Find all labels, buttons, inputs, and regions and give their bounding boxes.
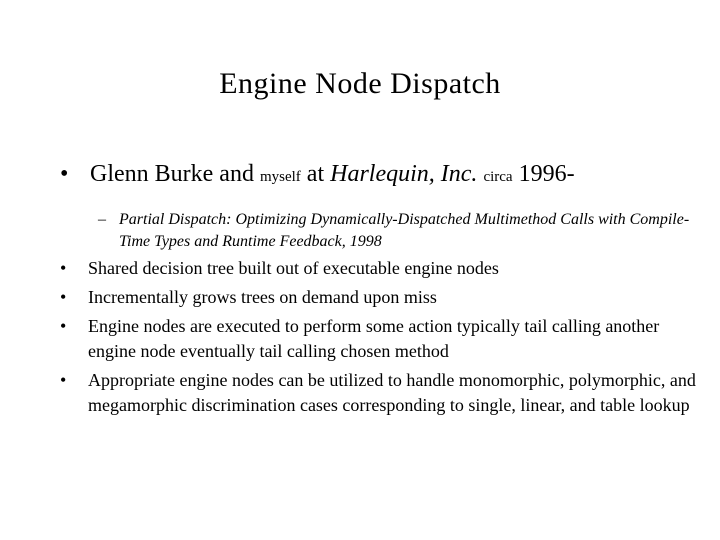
lead-text-small-part: circa [483, 169, 513, 185]
sub-bullet-text: Partial Dispatch: Optimizing Dynamically-Dispatched Multimethod Calls with Compile-Time Types and Runtime Feedback, 1998 [119, 211, 690, 250]
dash-icon: – [98, 211, 106, 228]
bullet-icon: • [60, 370, 67, 390]
bullet-list [60, 256, 700, 422]
slide-title: Engine Node Dispatch [219, 67, 501, 100]
bullet-icon: • [60, 316, 67, 336]
lead-text-italic-part: Harlequin, Inc. [330, 161, 478, 187]
list-item-text: Shared decision tree built out of executable engine nodes [88, 258, 499, 278]
list-item-text: Engine nodes are executed to perform some action typically tail calling another engine node eventually tail calling chosen method [88, 316, 660, 361]
lead-text [90, 159, 575, 192]
bullet-icon: • [60, 161, 69, 187]
list-item [60, 368, 700, 418]
lead-text-part: 1996- [512, 161, 575, 187]
list-item [60, 285, 700, 310]
bullet-icon: • [60, 287, 67, 307]
list-item [60, 256, 700, 281]
lead-text-small-part: myself [259, 169, 301, 185]
list-item-text: Incrementally grows trees on demand upon miss [88, 287, 437, 307]
lead-text-part: at [300, 161, 331, 187]
bullet-icon: • [60, 258, 67, 278]
list-item-text: Appropriate engine nodes can be utilized to handle monomorphic, polymorphic, and megamorphic discrimination cases corresponding to single, linear, and table lookup [88, 370, 696, 415]
list-item [60, 314, 700, 364]
lead-text-part: Glenn Burke and [90, 161, 260, 187]
